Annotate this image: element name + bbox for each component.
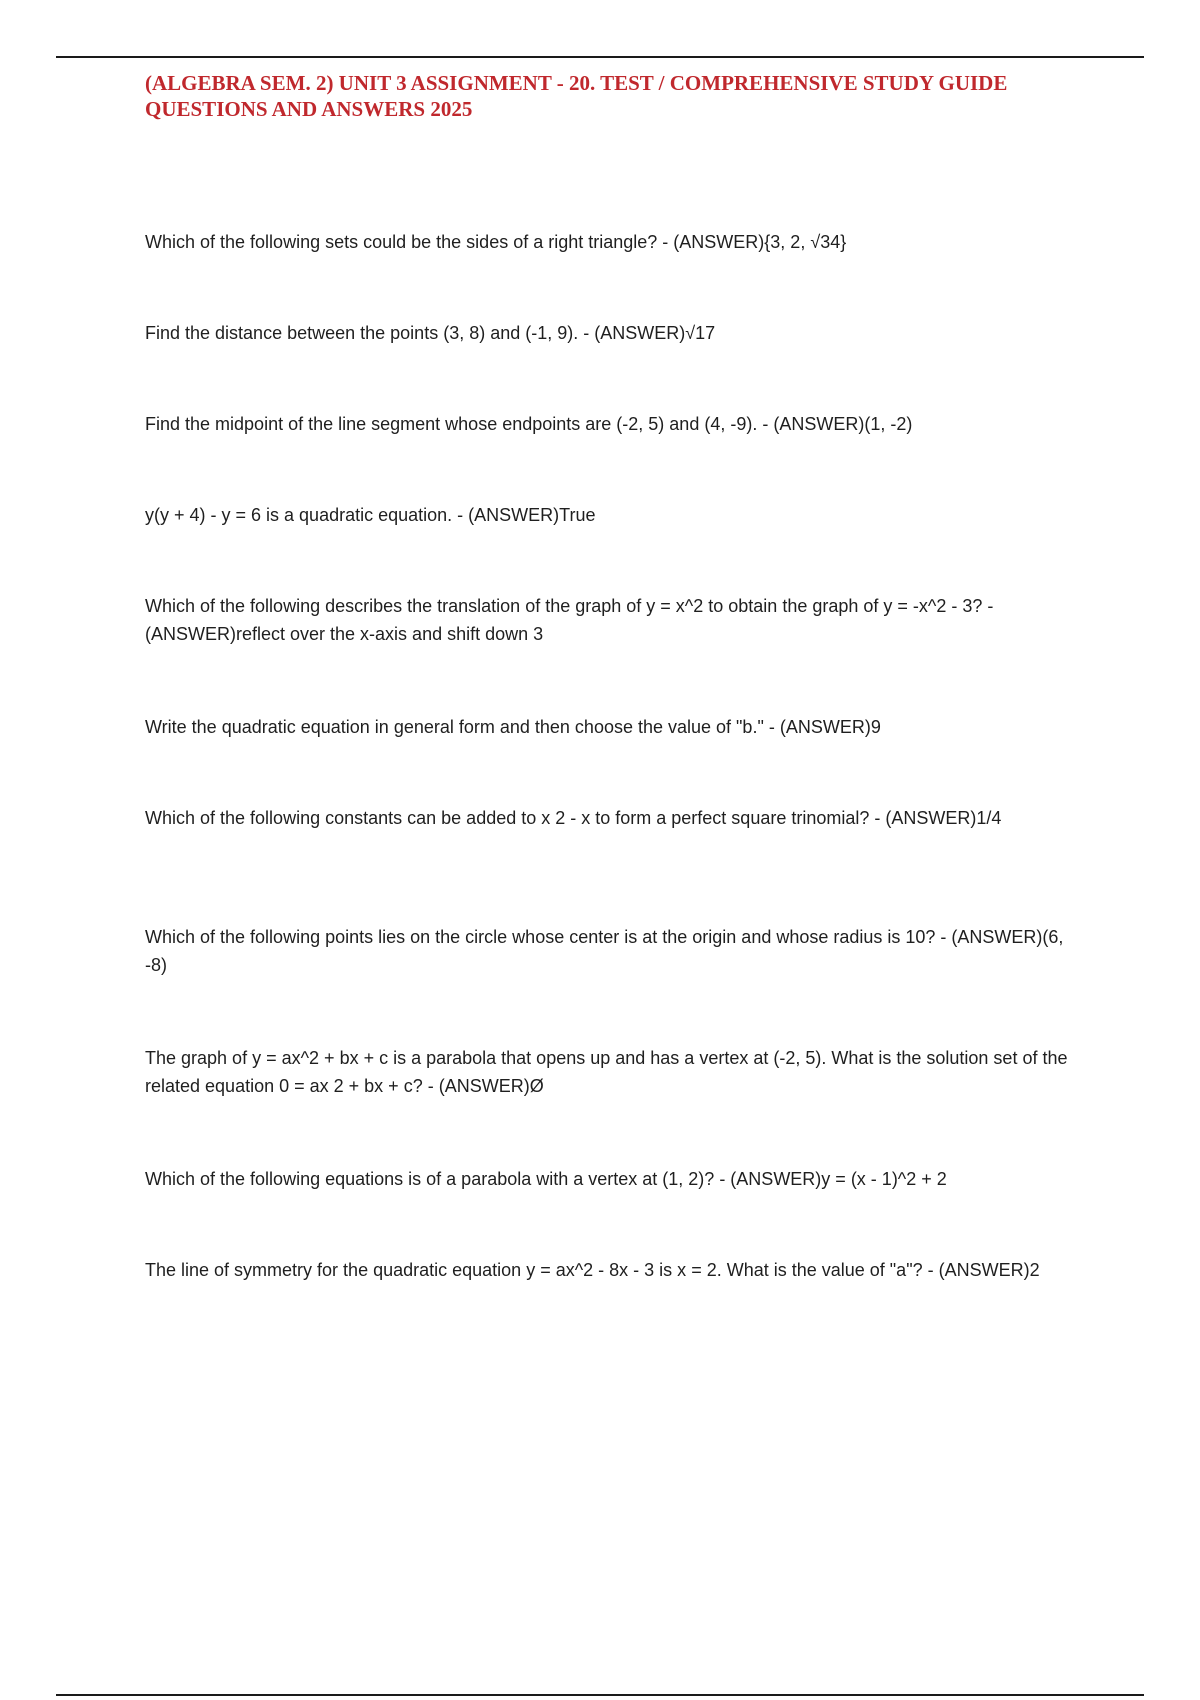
qa-item-3: Find the midpoint of the line segment whose endpoints are (-2, 5) and (4, -9). - (ANSWER)(1, -2)	[145, 414, 913, 434]
qa-item-1: Which of the following sets could be the sides of a right triangle? - (ANSWER){3, 2, √34}	[145, 232, 847, 252]
bottom-rule	[56, 1694, 1144, 1696]
qa-item-2: Find the distance between the points (3, 8) and (-1, 9). - (ANSWER)√17	[145, 323, 716, 343]
qa-item-7: Which of the following constants can be added to x 2 - x to form a perfect square trinomial? - (ANSWER)1/4	[145, 808, 1002, 828]
qa-item-4: y(y + 4) - y = 6 is a quadratic equation. - (ANSWER)True	[145, 505, 596, 525]
document-title: (ALGEBRA SEM. 2) UNIT 3 ASSIGNMENT - 20. TEST / COMPREHENSIVE STUDY GUIDE QUESTIONS AND ANSWERS 2025	[145, 71, 1008, 121]
qa-item-10: Which of the following equations is of a parabola with a vertex at (1, 2)? - (ANSWER)y = (x - 1)^2 + 2	[145, 1169, 947, 1189]
top-rule	[56, 56, 1144, 58]
qa-item-5: Which of the following describes the translation of the graph of y = x^2 to obtain the graph of y = -x^2 - 3? - (ANSWER)reflect over the x-axis and shift down 3	[145, 596, 994, 644]
qa-item-9: The graph of y = ax^2 + bx + c is a parabola that opens up and has a vertex at (-2, 5). What is the solution set of the related equation 0 = ax 2 + bx + c? - (ANSWER)Ø	[145, 1048, 1068, 1096]
qa-item-6: Write the quadratic equation in general form and then choose the value of "b." - (ANSWER)9	[145, 717, 881, 737]
qa-item-8: Which of the following points lies on the circle whose center is at the origin and whose radius is 10? - (ANSWER)(6, -8)	[145, 927, 1064, 975]
qa-item-11: The line of symmetry for the quadratic equation y = ax^2 - 8x - 3 is x = 2. What is the value of "a"? - (ANSWER)2	[145, 1260, 1040, 1280]
